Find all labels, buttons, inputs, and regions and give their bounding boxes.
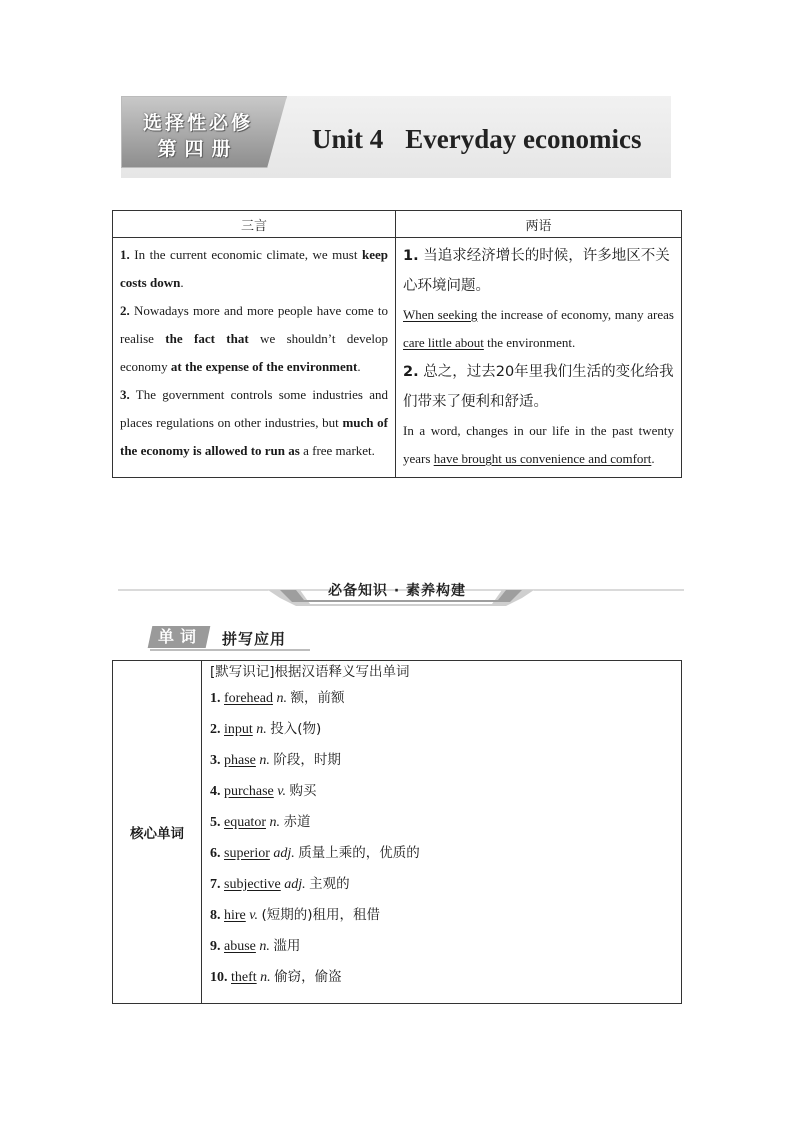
vocab-meaning: 滥用 [273,938,301,954]
vocab-pos: n. [259,939,270,954]
vocab-word: theft [231,970,257,985]
col-header-sanyan: 三言 [113,211,396,238]
sanyan-sentence-2: 2. Nowadays more and more people have come to realise the fact that we shouldn’t develop economy at the expense of the environment. [120,303,388,374]
vocab-num: 9. [210,939,221,954]
vocab-item-3 [210,745,673,776]
sanyan-cell [113,238,396,478]
core-words-label: 核心单词 [113,661,202,1004]
vocab-meaning: (短期的)租用，租借 [261,907,380,923]
vocab-pos: n. [259,753,270,768]
vocab-pos: v. [277,784,286,799]
vocab-pos: adj. [273,846,295,861]
book-volume-line2: 第四册 [157,138,239,160]
vocab-word: input [224,722,253,737]
phrases-table [112,210,682,478]
vocab-word: subjective [224,877,281,892]
page-title [312,124,641,155]
vocab-word: superior [224,846,270,861]
unit-title-text: Everyday economics [405,124,642,154]
vocab-meaning: 主观的 [309,876,350,892]
vocab-meaning: 赤道 [283,814,311,830]
unit-label: Unit 4 [312,124,384,154]
vocab-pos: n. [260,970,271,985]
core-words-table [112,660,682,1004]
vocab-pos: n. [256,722,267,737]
vocab-item-7 [210,869,673,900]
vocab-num: 5. [210,815,221,830]
core-words-instruction: [默写识记]根据汉语释义写出单词 [210,664,410,680]
vocab-meaning: 偷窃，偷盗 [274,969,342,985]
vocab-word: phase [224,753,256,768]
liangyu-prompt-2: 2. 总之，过去20年里我们生活的变化给我们带来了便利和舒适。 [403,364,674,410]
sanyan-sentence-3: 3. The government controls some industries and places regulations on other industries, but much of the economy is allowed to run as a free market. [120,387,389,458]
vocab-word: abuse [224,939,256,954]
vocab-word: equator [224,815,266,830]
vocab-num: 1. [210,691,221,706]
vocab-word: forehead [224,691,273,706]
liangyu-answer-1: When seeking the increase of economy, many areas care little about the environment. [403,307,674,350]
liangyu-cell [396,238,682,478]
vocab-item-10 [210,962,673,993]
vocab-meaning: 额，前额 [290,690,345,706]
vocab-badge: 单词 [157,627,202,646]
vocab-item-2 [210,714,673,745]
col-header-liangyu: 两语 [396,211,682,238]
vocab-pos: n. [276,691,287,706]
vocab-item-5 [210,807,673,838]
vocab-heading-underline [150,649,310,651]
vocab-item-6 [210,838,673,869]
vocab-item-9 [210,931,673,962]
sanyan-sentence-1: 1. In the current economic climate, we must keep costs down. [120,247,388,290]
vocab-item-1 [210,683,673,714]
book-volume-line1: 选择性必修 [142,112,253,134]
vocab-meaning: 阶段，时期 [273,752,341,768]
section-title: 必备知识 · 素养构建 [327,583,467,599]
vocab-meaning: 购买 [289,783,317,799]
vocab-pos: n. [269,815,280,830]
vocab-word: hire [224,908,246,923]
vocab-num: 10. [210,970,228,985]
vocab-heading: 拼写应用 [222,630,287,648]
liangyu-prompt-1: 1. 当追求经济增长的时候，许多地区不关心环境问题。 [403,248,670,294]
vocab-num: 4. [210,784,221,799]
vocab-meaning: 质量上乘的，优质的 [298,845,420,861]
vocab-num: 2. [210,722,221,737]
vocab-item-4 [210,776,673,807]
vocab-pos: adj. [284,877,306,892]
vocab-num: 3. [210,753,221,768]
vocab-meaning: 投入(物) [270,721,322,737]
vocab-num: 6. [210,846,221,861]
liangyu-answer-2: In a word, changes in our life in the past twenty years have brought us convenience and comfort. [403,423,674,466]
vocab-num: 7. [210,877,221,892]
core-words-list [202,661,682,1004]
vocab-item-8 [210,900,673,931]
vocab-num: 8. [210,908,221,923]
vocab-word: purchase [224,784,274,799]
vocab-pos: v. [249,908,258,923]
